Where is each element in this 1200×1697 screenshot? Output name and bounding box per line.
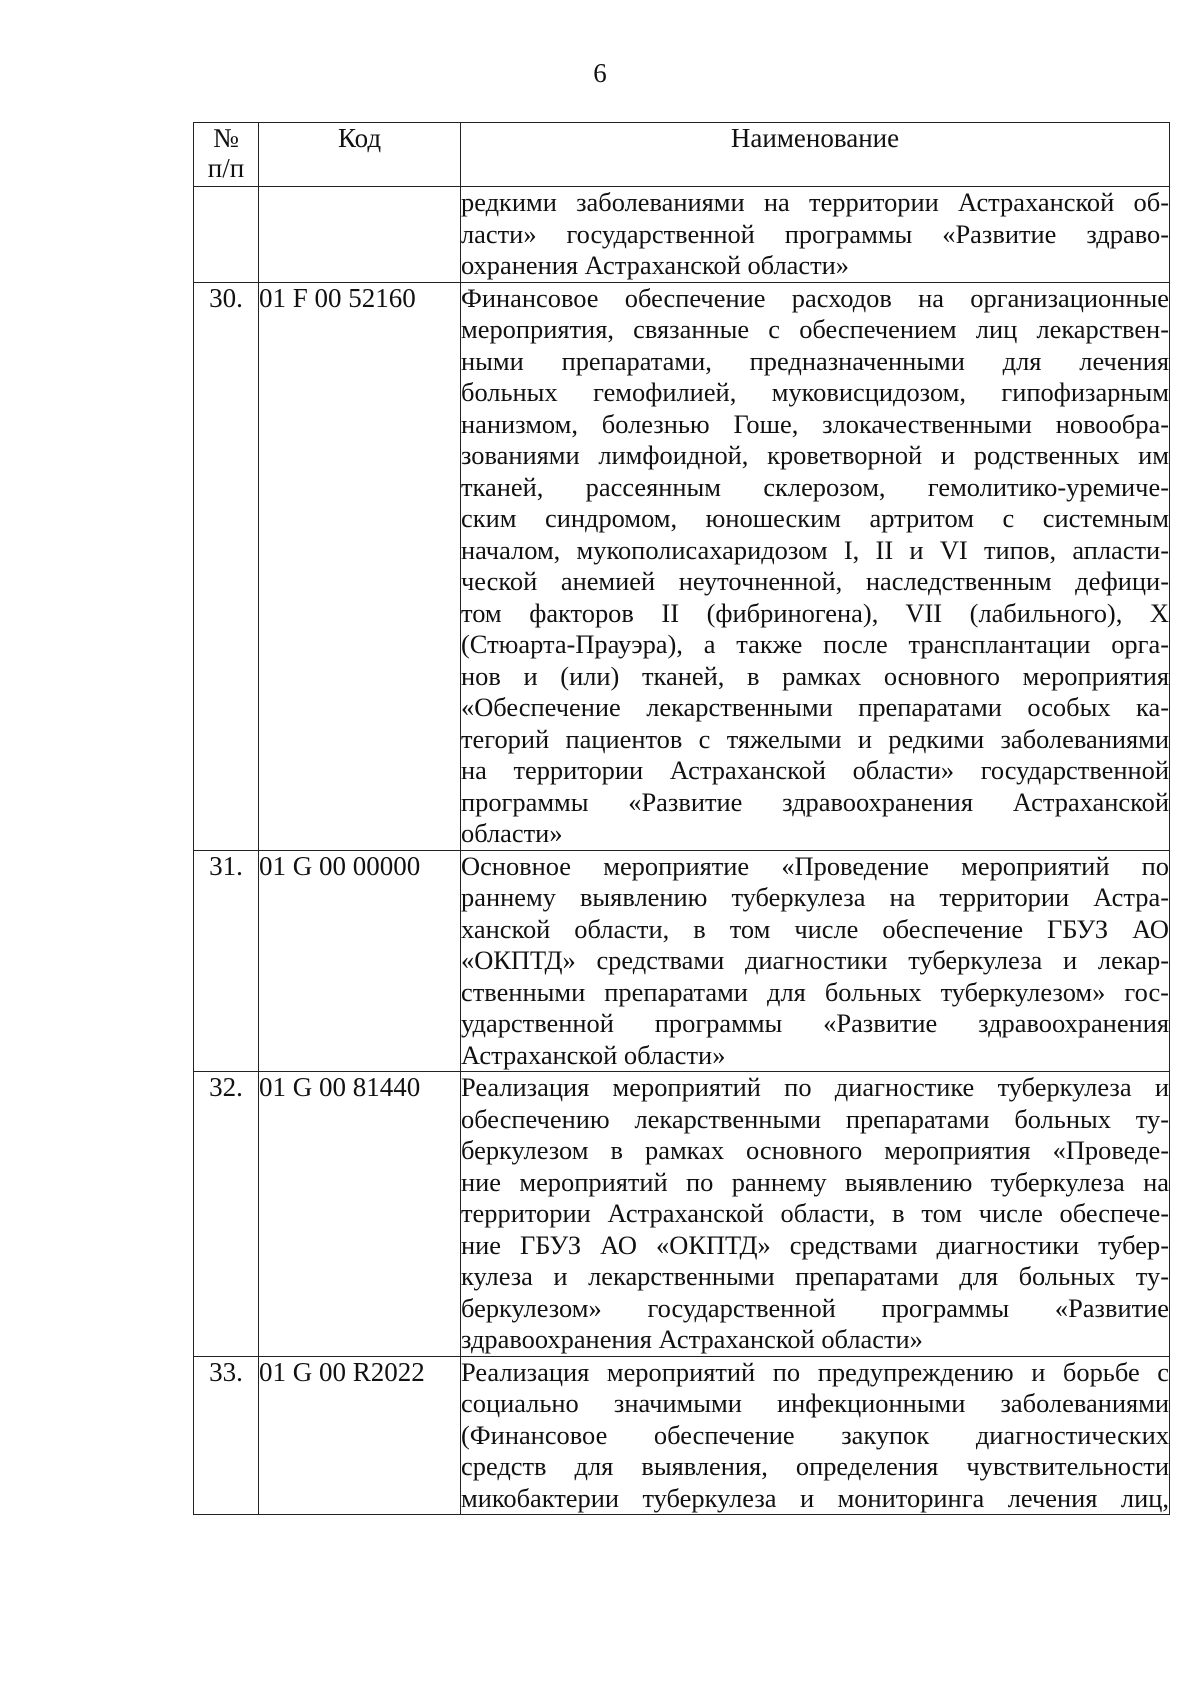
row-name (461, 282, 1170, 850)
name-text-line: Финансовое обеспечение расходов на организационные (461, 282, 1169, 313)
row-number: 32. (194, 1072, 259, 1357)
name-text-line: тканей, рассеянным склерозом, гемолитико-уремиче- (461, 471, 1169, 502)
name-text-line: (Финансовое обеспечение закупок диагностических (461, 1419, 1169, 1450)
name-text-line: Основное мероприятие «Проведение мероприятий по (461, 850, 1169, 881)
name-text-line: ским синдромом, юношеским артритом с системным (461, 503, 1169, 533)
name-text-line: кулеза и лекарственными препаратами для больных ту- (461, 1261, 1169, 1291)
name-text-line: беркулезом» государственной программы «Развитие (461, 1292, 1169, 1323)
row-code (259, 187, 461, 283)
name-text-line: мероприятия, связанные с обеспечением лиц лекарствен- (461, 314, 1169, 344)
row-code: 01 G 00 81440 (259, 1072, 461, 1357)
name-text-line: раннему выявлению туберкулеза на территории Астра- (461, 882, 1169, 912)
name-text-line: ударственной программы «Развитие здравоохранения (461, 1008, 1169, 1038)
name-text-line: ние ГБУЗ АО «ОКПТД» средствами диагностики тубер- (461, 1229, 1169, 1260)
name-text-line: социально значимыми инфекционными заболеваниями (461, 1388, 1169, 1418)
name-text-line: ственными препаратами для больных туберкулезом» гос- (461, 976, 1169, 1007)
row-name (461, 187, 1170, 283)
table-row (194, 282, 1170, 850)
table-row (194, 850, 1170, 1072)
table-header-row (194, 123, 1170, 187)
table-row (194, 1072, 1170, 1357)
name-text-line: (Стюарта-Прауэра), а также после трансплантации орга- (461, 629, 1169, 659)
row-number (194, 187, 259, 283)
name-text-line: обеспечению лекарственными препаратами больных ту- (461, 1103, 1169, 1134)
name-text-line: области» (461, 818, 563, 848)
name-text-line: здравоохранения Астраханской области» (461, 1324, 923, 1354)
header-name: Наименование (461, 123, 1170, 187)
name-text-line: ческой анемией неуточненной, наследственным дефици- (461, 566, 1169, 596)
name-text-line: Астраханской области» (461, 1039, 726, 1070)
table-body (194, 187, 1170, 1515)
table-row (194, 187, 1170, 283)
name-text-line: программы «Развитие здравоохранения Астраханской (461, 786, 1169, 817)
header-number (194, 123, 259, 187)
name-text-line: нов и (или) тканей, в рамках основного мероприятия (461, 660, 1169, 691)
name-text-line: ласти» государственной программы «Развитие здраво- (461, 218, 1169, 249)
name-text-line: тегорий пациентов с тяжелыми и редкими заболеваниями (461, 723, 1169, 754)
header-code: Код (259, 123, 461, 187)
row-name (461, 1072, 1170, 1357)
header-number-abbr: п/п (207, 153, 245, 183)
name-text-line: территории Астраханской области, в том числе обеспече- (461, 1198, 1169, 1228)
row-code: 01 F 00 52160 (259, 282, 461, 850)
row-code: 01 G 00 00000 (259, 850, 461, 1072)
name-text-line: нанизмом, болезнью Гоше, злокачественными новообра- (461, 408, 1169, 439)
page-number: 6 (593, 58, 607, 88)
name-text-line: ханской области, в том числе обеспечение ГБУЗ АО (461, 913, 1169, 944)
row-number: 30. (194, 282, 259, 850)
name-text-line: началом, мукополисахаридозом I, II и VI типов, апласти- (461, 534, 1169, 565)
row-code: 01 G 00 R2022 (259, 1356, 461, 1515)
name-text-line: беркулезом в рамках основного мероприятия «Проведе- (461, 1135, 1169, 1165)
name-text-line: ными препаратами, предназначенными для лечения (461, 345, 1169, 376)
table-row (194, 1356, 1170, 1515)
name-text-line: том факторов II (фибриногена), VII (лабильного), X (461, 597, 1169, 628)
name-text-line: микобактерии туберкулеза и мониторинга лечения лиц, (461, 1482, 1169, 1513)
name-text-line: Реализация мероприятий по диагностике туберкулеза и (461, 1072, 1169, 1102)
name-text-line: на территории Астраханской области» государственной (461, 755, 1169, 785)
row-number: 31. (194, 850, 259, 1072)
name-text-line: «Обеспечение лекарственными препаратами особых ка- (461, 692, 1169, 722)
header-number-symbol: № (213, 123, 239, 153)
name-text-line: Реализация мероприятий по предупреждению и борьбе с (461, 1356, 1169, 1387)
row-name (461, 850, 1170, 1072)
name-text-line: редкими заболеваниями на территории Астраханской об- (461, 187, 1169, 217)
name-text-line: «ОКПТД» средствами диагностики туберкулеза и лекар- (461, 945, 1169, 975)
name-text-line: ние мероприятий по раннему выявлению туберкулеза на (461, 1166, 1169, 1197)
budget-codes-table (193, 122, 1170, 1515)
name-text-line: охранения Астраханской области» (461, 250, 850, 280)
name-text-line: зованиями лимфоидной, кроветворной и родственных им (461, 440, 1169, 470)
row-number: 33. (194, 1356, 259, 1515)
row-name (461, 1356, 1170, 1515)
name-text-line: больных гемофилией, муковисцидозом, гипофизарным (461, 377, 1169, 407)
name-text-line: средств для выявления, определения чувствительности (461, 1451, 1169, 1481)
